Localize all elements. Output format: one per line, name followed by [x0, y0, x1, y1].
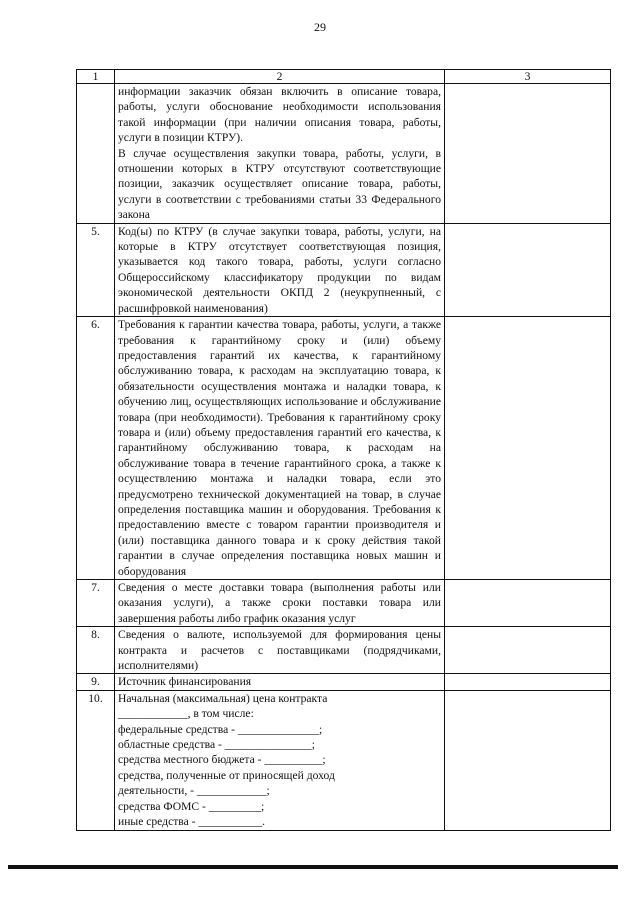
row-number: 5. — [77, 223, 115, 316]
text-line: ____________, в том числе: — [118, 707, 254, 721]
table-row — [77, 690, 611, 830]
header-cell-3: 3 — [445, 70, 611, 84]
text-line: средства местного бюджета - __________; — [118, 753, 326, 767]
row-value-cell — [445, 580, 611, 627]
table-row — [77, 84, 611, 224]
text-line: федеральные средства - ______________; — [118, 722, 323, 736]
row-content — [115, 580, 445, 627]
row-paragraph: Требования к гарантии качества товара, работы, услуги, а также требования к гарантийному сроку и (или) объему предоставления гарантий их качества, к гарантийному обслуживанию товара, к расходам на эксплуатацию товара, к обязательности осуществления монтажа и наладки товара, к обучению лиц, осуществляющих использование и обслуживание товара (при необходимости). Требования к гарантийному сроку товара и (или) объему предоставления гарантий его качества, к гарантийному обслуживанию товара, к расходам на обслуживание товара в течение гарантийного срока, а также к осуществлению монтажа и наладки товара, если это предусмотрено технической документацией на товар, в случае определения поставщика машин и оборудования. Требования к предоставлению вместе с товаром гарантии производителя и (или) поставщика данного товара и к сроку действия такой гарантии в случае определения поставщика новых машин и оборудования — [118, 318, 441, 578]
text-line: средства, полученные от приносящей доход — [118, 768, 335, 782]
row-content — [115, 627, 445, 674]
table-row — [77, 223, 611, 316]
row-value-cell — [445, 674, 611, 690]
text-line: средства ФОМС - _________; — [118, 799, 265, 813]
text-line: иные средства - ___________. — [118, 815, 266, 829]
text-line: областные средства - _______________; — [118, 738, 315, 752]
row-paragraph: Источник финансирования — [118, 675, 252, 689]
table-row — [77, 317, 611, 580]
row-paragraph: Код(ы) по КТРУ (в случае закупки товара, работы, услуги, на которые в КТРУ отсутствует соответствующая позиция, указывается код такого товара, работы, услуги согласно Общероссийскому классификатору продукции по видам экономической деятельности ОКПД 2 (неукрупненный, с расшифровкой наименования) — [118, 224, 441, 315]
row-content — [115, 674, 445, 690]
text-line: Начальная (максимальная) цена контракта — [118, 691, 328, 705]
table-header-row — [77, 70, 611, 84]
row-value-cell — [445, 690, 611, 830]
row-number: 7. — [77, 580, 115, 627]
header-cell-1: 1 — [77, 70, 115, 84]
row-value-cell — [445, 627, 611, 674]
row-number: 9. — [77, 674, 115, 690]
row-paragraph: Сведения о валюте, используемой для формирования цены контракта и расчетов с поставщиками (подрядчиками, исполнителями) — [118, 628, 441, 673]
row-paragraph: В случае осуществления закупки товара, работы, услуги, в отношении которых в КТРУ отсутствуют соответствующие позиции, заказчик осуществляет описание товара, работы, услуги в соответствии с требованиями статьи 33 Федерального закона — [118, 146, 441, 222]
text-line: деятельности, - ____________; — [118, 784, 270, 798]
row-number: 6. — [77, 317, 115, 580]
footer-divider — [8, 865, 618, 869]
table-row — [77, 580, 611, 627]
row-number: 8. — [77, 627, 115, 674]
table-row — [77, 627, 611, 674]
header-cell-2: 2 — [115, 70, 445, 84]
row-content — [115, 317, 445, 580]
row-number: 10. — [77, 690, 115, 830]
table-row — [77, 674, 611, 690]
row-value-cell — [445, 84, 611, 224]
page-number: 29 — [314, 20, 326, 34]
row-content — [115, 84, 445, 224]
row-paragraph: информации заказчик обязан включить в описание товара, работы, услуги обоснование необходимости использования такой информации (при наличии описания товара, работы, услуги в позиции КТРУ). — [118, 85, 441, 145]
row-value-cell — [445, 317, 611, 580]
row-value-cell — [445, 223, 611, 316]
specification-table — [76, 69, 611, 831]
row-content — [115, 690, 445, 830]
row-paragraph: Сведения о месте доставки товара (выполнения работы или оказания услуги), а также сроки поставки товара или завершения работы либо график оказания услуг — [118, 581, 441, 625]
row-number — [77, 84, 115, 224]
row-content — [115, 223, 445, 316]
